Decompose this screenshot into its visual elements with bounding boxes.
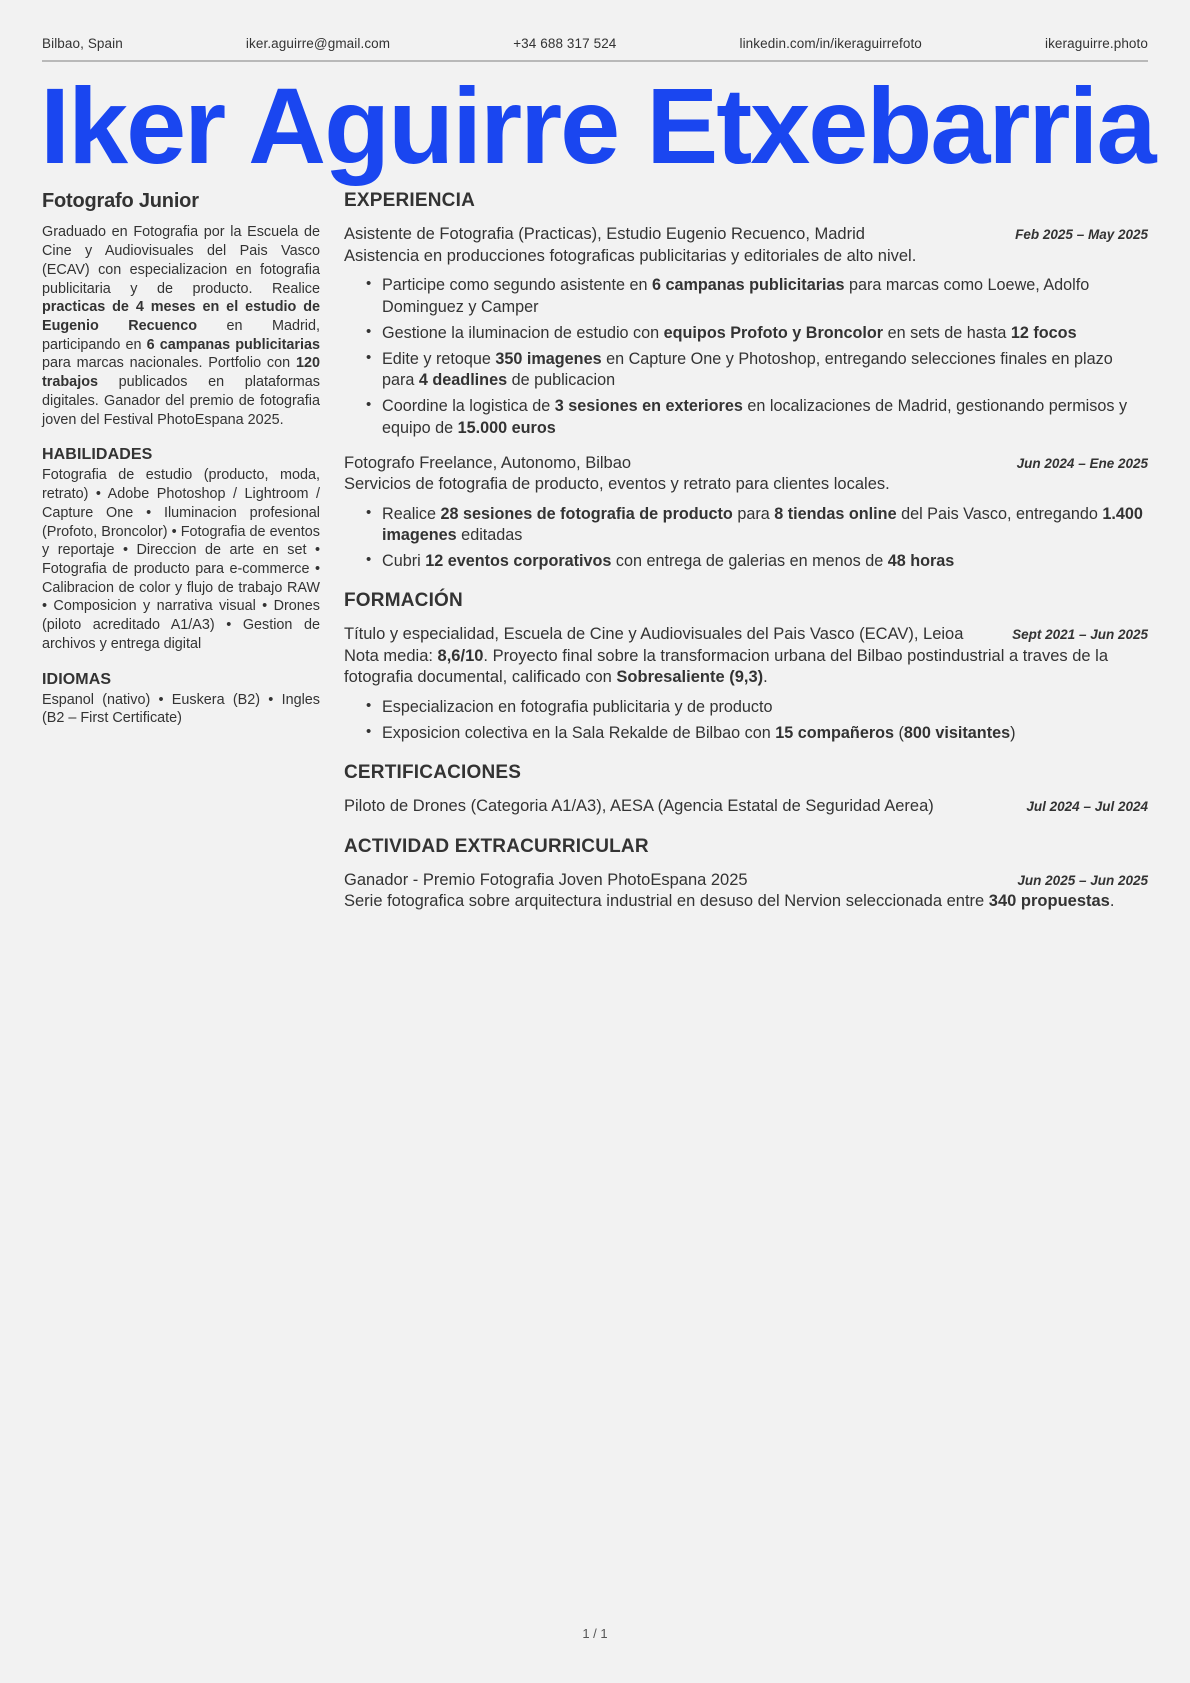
resume-entry [344, 796, 1148, 817]
entry-bullet-list [344, 504, 1148, 573]
experience-entries [344, 224, 1148, 572]
entry-title: Ganador - Premio Fotografia Joven PhotoEspana 2025 [344, 870, 748, 889]
entry-subtitle: Asistencia en producciones fotograficas publicitarias y editoriales de alto nivel. [344, 246, 917, 265]
extracurricular-entries [344, 870, 1148, 913]
entry-bullet-list [344, 697, 1148, 744]
entry-bullet: • Participe como segundo asistente en 6 campanas publicitarias para marcas como Loewe, Adolfo Dominguez y Camper [366, 275, 1148, 317]
summary-paragraph: Graduado en Fotografia por la Escuela de Cine y Audiovisuales del Pais Vasco (ECAV) con especializacion en fotografia publicitaria y de producto. Realice practicas de 4 meses en el estudio de Eugenio Recuenco en Madrid, participando en 6 campanas publicitarias para marcas nacionales. Portfolio con 120 trabajos publicados en plataformas digitales. Ganador del premio de fotografia joven del Festival PhotoEspana 2025. [42, 224, 320, 428]
certifications-heading: CERTIFICACIONES [344, 762, 522, 784]
entry-subtitle: Serie fotografica sobre arquitectura industrial en desuso del Nervion seleccionada entre 340 propuestas. [344, 892, 1115, 910]
page-indicator: 1 / 1 [582, 1626, 608, 1641]
entry-bullet: • Realice 28 sesiones de fotografia de producto para 8 tiendas online del Pais Vasco, entregando 1.400 imagenes editadas [366, 504, 1148, 546]
entry-date: Jul 2024 – Jul 2024 [1026, 799, 1148, 815]
entry-bullet: • Exposicion colectiva en la Sala Rekalde de Bilbao con 15 compañeros (800 visitantes) [366, 723, 1148, 744]
entry-title: Piloto de Drones (Categoria A1/A3), AESA (Agencia Estatal de Seguridad Aerea) [344, 797, 934, 816]
right-column [342, 190, 1148, 918]
entry-header [344, 453, 1148, 474]
languages-heading: IDIOMAS [42, 670, 112, 688]
entry-header [344, 796, 1148, 817]
resume-entry [344, 224, 1148, 438]
entry-title: Fotografo Freelance, Autonomo, Bilbao [344, 453, 632, 472]
resume-entry [344, 870, 1148, 913]
contact-linkedin[interactable]: linkedin.com/in/ikeraguirrefoto [739, 36, 922, 51]
contact-email[interactable]: iker.aguirre@gmail.com [245, 36, 391, 51]
candidate-name: Iker Aguirre Etxebarria [40, 65, 1155, 186]
entry-bullet: • Especializacion en fotografia publicitaria y de producto [366, 697, 1148, 718]
entry-bullet: • Gestione la iluminacion de estudio con equipos Profoto y Broncolor en sets de hasta 12 focos [366, 323, 1148, 344]
entry-header [344, 624, 1148, 645]
entry-bullet: • Coordine la logistica de 3 sesiones en exteriores en localizaciones de Madrid, gestionando permisos y equipo de 15.000 euros [366, 396, 1148, 438]
education-heading: FORMACIÓN [344, 590, 463, 612]
entry-header [344, 870, 1148, 891]
name-block [0, 62, 1190, 186]
languages-text: Espanol (nativo) • Euskera (B2) • Ingles (B2 – First Certificate) [42, 691, 320, 727]
entry-bullet: • Edite y retoque 350 imagenes en Capture One y Photoshop, entregando selecciones finales en plazo para 4 deadlines de publicacion [366, 349, 1148, 391]
entry-bullet-list [344, 275, 1148, 439]
entry-date: Jun 2025 – Jun 2025 [1017, 872, 1148, 888]
education-entries [344, 624, 1148, 744]
entry-bullet: • Cubri 12 eventos corporativos con entrega de galerias en menos de 48 horas [366, 551, 1148, 572]
skills-text: Fotografia de estudio (producto, moda, retrato) • Adobe Photoshop / Lightroom / Capture One • Iluminacion profesional (Profoto, Broncolor) • Fotografia de eventos y reportaje • Direccion de arte en set • Fotografia de producto para e-commerce • Calibracion de color y flujo de trabajo RAW • Composicion y narrativa visual • Drones (piloto acreditado A1/A3) • Gestion de archivos y entrega digital [42, 467, 320, 652]
resume-entry [344, 624, 1148, 744]
entry-subtitle: Servicios de fotografia de producto, eventos y retrato para clientes locales. [344, 475, 890, 494]
resume-entry [344, 453, 1148, 573]
entry-title: Título y especialidad, Escuela de Cine y Audiovisuales del Pais Vasco (ECAV), Leioa [344, 625, 964, 644]
skills-heading: HABILIDADES [42, 446, 153, 464]
left-column [42, 190, 342, 728]
extracurricular-heading: ACTIVIDAD EXTRACURRICULAR [344, 835, 649, 857]
body-columns [0, 190, 1190, 918]
entry-date: Feb 2025 – May 2025 [1015, 227, 1148, 243]
contact-bar [0, 0, 1190, 51]
entry-title: Asistente de Fotografia (Practicas), Estudio Eugenio Recuenco, Madrid [344, 225, 865, 244]
certification-entries [344, 796, 1148, 817]
role-title: Fotografo Junior [42, 190, 199, 213]
contact-website[interactable]: ikeraguirre.photo [1044, 36, 1148, 51]
entry-date: Sept 2021 – Jun 2025 [1012, 627, 1148, 643]
entry-subtitle: Nota media: 8,6/10. Proyecto final sobre la transformacion urbana del Bilbao postindustrial a traves de la fotografia documental, calificado con Sobresaliente (9,3). [344, 646, 1109, 687]
entry-date: Jun 2024 – Ene 2025 [1016, 455, 1148, 471]
contact-location: Bilbao, Spain [42, 36, 123, 51]
contact-phone: +34 688 317 524 [513, 36, 617, 51]
experience-heading: EXPERIENCIA [344, 190, 476, 212]
entry-header [344, 224, 1148, 245]
